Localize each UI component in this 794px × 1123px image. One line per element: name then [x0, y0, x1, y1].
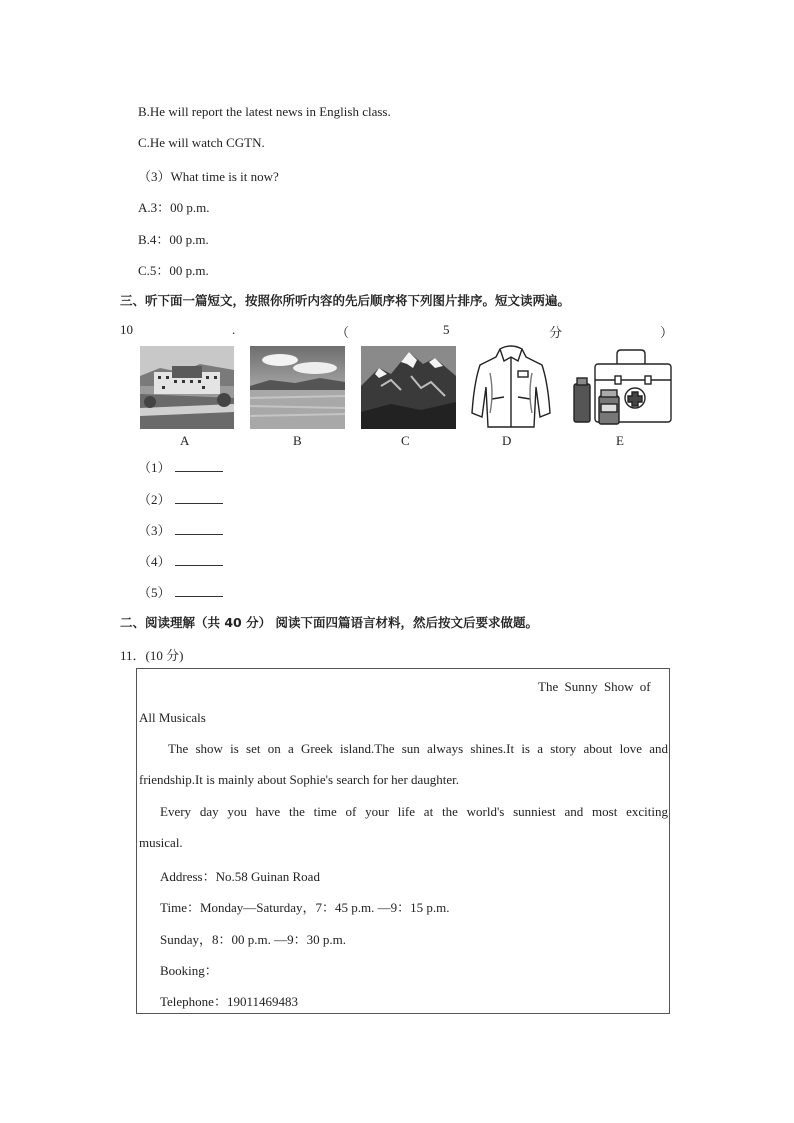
ad-time: Time：Monday—Saturday，7：45 p.m. —9：15 p.m.: [160, 900, 450, 915]
picture-label: D: [502, 433, 512, 448]
option-c: C.He will watch CGTN.: [138, 135, 265, 150]
score-value: 5: [443, 322, 450, 337]
picture-label: E: [616, 433, 624, 448]
section-heading: 三、听下面一篇短文，按照你所听内容的先后顺序将下列图片排序。短文读两遍。: [120, 293, 571, 308]
picture-label: A: [180, 433, 190, 448]
answer-blank[interactable]: （3）: [138, 520, 223, 539]
ad-time: Sunday，8：00 p.m. —9：30 p.m.: [160, 932, 346, 947]
question-3: （3）What time is it now?: [138, 169, 279, 184]
score-unit: 分: [549, 326, 563, 341]
score-open-paren: （: [336, 325, 350, 340]
answer-blank[interactable]: （2）: [138, 489, 223, 508]
option-b: B.He will report the latest news in English class.: [138, 104, 391, 119]
question-number: 10: [120, 322, 133, 337]
question-dot: .: [232, 322, 236, 337]
ad-paragraph: friendship.It is mainly about Sophie's search for her daughter.: [139, 772, 460, 787]
option-c: C.5：00 p.m.: [138, 263, 209, 278]
question-label: 11．(10 分): [120, 648, 184, 663]
option-a: A.3：00 p.m.: [138, 200, 210, 215]
ad-telephone: Telephone：19011469483: [160, 994, 298, 1009]
picture-label: B: [293, 433, 302, 448]
answer-blank[interactable]: （4）: [138, 551, 223, 570]
palace-photo-icon: [140, 346, 234, 429]
ad-paragraph: The show is set on a Greek island.The sun always shines.It is a story about love and: [168, 741, 668, 756]
ad-paragraph: Every day you have the time of your life at the world's sunniest and most exciting: [160, 804, 668, 819]
ad-address: Address：No.58 Guinan Road: [160, 869, 320, 884]
score-close-paren: ）: [660, 325, 674, 340]
answer-blank[interactable]: （1）: [138, 457, 223, 476]
ad-paragraph: musical.: [139, 835, 183, 850]
option-b: B.4：00 p.m.: [138, 232, 209, 247]
section-heading: 二、阅读理解（共 40 分） 阅读下面四篇语言材料，然后按文后要求做题。: [120, 615, 538, 630]
picture-label: C: [401, 433, 410, 448]
medical-kit-icon: [571, 346, 673, 429]
answer-blank[interactable]: （5）: [138, 582, 223, 601]
mountain-photo-icon: [361, 346, 456, 429]
jacket-icon: [470, 343, 552, 431]
lake-photo-icon: [250, 346, 345, 429]
ad-title-continued: All Musicals: [139, 710, 206, 725]
ad-booking: Booking：: [160, 963, 218, 978]
ad-title: The Sunny Show of: [538, 679, 651, 694]
